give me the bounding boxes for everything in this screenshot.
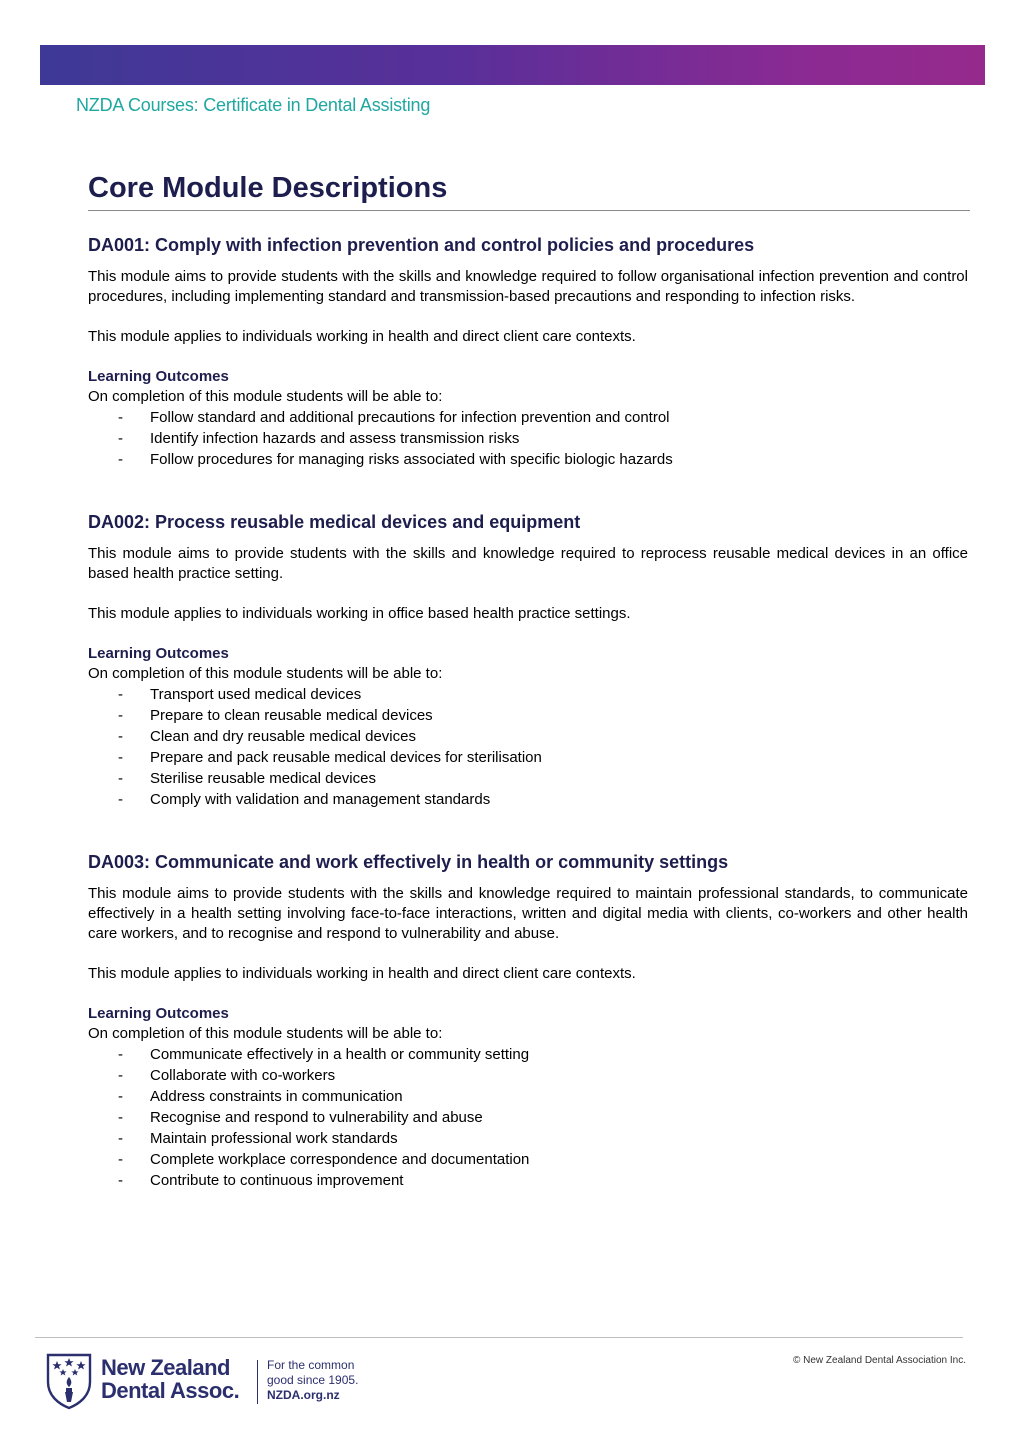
dash-bullet: -: [118, 770, 123, 787]
learning-outcomes-intro: On completion of this module students will be able to:: [88, 665, 443, 682]
learning-outcomes-heading: Learning Outcomes: [88, 368, 229, 385]
module-applicability: This module applies to individuals working in health and direct client care contexts.: [88, 328, 636, 345]
list-item: - Identify infection hazards and assess transmission risks: [118, 430, 520, 447]
module-applicability: This module applies to individuals working in office based health practice settings.: [88, 605, 631, 622]
dash-bullet: -: [118, 707, 123, 724]
module-heading: DA003: Communicate and work effectively in health or community settings: [88, 852, 729, 872]
list-item: - Prepare and pack reusable medical devices for sterilisation: [118, 749, 542, 766]
list-item: - Address constraints in communication: [118, 1088, 403, 1105]
logo-tagline: For the common good since 1905. NZDA.org.nz: [267, 1358, 359, 1402]
module-da001: [88, 233, 968, 470]
module-list: [88, 233, 968, 1191]
shield-torch-icon: [45, 1352, 93, 1410]
list-item: - Follow procedures for managing risks associated with specific biologic hazards: [118, 451, 673, 468]
list-item: - Recognise and respond to vulnerability and abuse: [118, 1109, 483, 1126]
list-item: - Communicate effectively in a health or community setting: [118, 1046, 530, 1063]
dash-bullet: -: [118, 791, 123, 808]
module-da003: [88, 850, 968, 1191]
logo-wordmark: New Zealand Dental Assoc.: [101, 1355, 240, 1403]
list-item: - Sterilise reusable medical devices: [118, 770, 376, 787]
learning-outcomes-intro: On completion of this module students will be able to:: [88, 1025, 443, 1042]
website-link[interactable]: NZDA.org.nz: [267, 1388, 340, 1402]
list-item: - Comply with validation and management standards: [118, 791, 491, 808]
footer-divider: [35, 1337, 963, 1338]
module-applicability: This module applies to individuals working in health and direct client care contexts.: [88, 965, 636, 982]
dash-bullet: -: [118, 749, 123, 766]
dash-bullet: -: [118, 1088, 123, 1105]
dash-bullet: -: [118, 1151, 123, 1168]
list-item: - Collaborate with co-workers: [118, 1067, 336, 1084]
learning-outcomes-heading: Learning Outcomes: [88, 1005, 229, 1022]
page-title: Core Module Descriptions: [88, 172, 448, 204]
title-divider: [88, 210, 970, 211]
dash-bullet: -: [118, 430, 123, 447]
module-heading: DA002: Process reusable medical devices and equipment: [88, 512, 581, 532]
copyright-notice: © New Zealand Dental Association Inc.: [792, 1355, 966, 1366]
learning-outcomes-list: [88, 684, 968, 810]
list-item: - Prepare to clean reusable medical devices: [118, 707, 433, 724]
dash-bullet: -: [118, 686, 123, 703]
dash-bullet: -: [118, 451, 123, 468]
learning-outcomes-heading: Learning Outcomes: [88, 645, 229, 662]
list-item: - Transport used medical devices: [118, 686, 362, 703]
list-item: - Follow standard and additional precautions for infection prevention and control: [118, 409, 670, 426]
dash-bullet: -: [118, 1172, 123, 1189]
dash-bullet: -: [118, 409, 123, 426]
module-heading: DA001: Comply with infection prevention and control policies and procedures: [88, 235, 755, 255]
dash-bullet: -: [118, 1109, 123, 1126]
module-description: This module aims to provide students with the skills and knowledge required to reprocess reusable medical devices in an office based health practice setting.: [88, 545, 968, 582]
header-color-bar: [40, 45, 985, 85]
course-title: NZDA Courses: Certificate in Dental Assisting: [76, 95, 431, 115]
logo-separator: [257, 1360, 258, 1404]
learning-outcomes-list: [88, 1044, 968, 1191]
list-item: - Contribute to continuous improvement: [118, 1172, 404, 1189]
list-item: - Complete workplace correspondence and documentation: [118, 1151, 530, 1168]
module-da002: [88, 510, 968, 810]
dash-bullet: -: [118, 1046, 123, 1063]
learning-outcomes-intro: On completion of this module students will be able to:: [88, 388, 443, 405]
nzda-logo: [45, 1352, 365, 1412]
dash-bullet: -: [118, 728, 123, 745]
list-item: - Clean and dry reusable medical devices: [118, 728, 416, 745]
dash-bullet: -: [118, 1130, 123, 1147]
list-item: - Maintain professional work standards: [118, 1130, 398, 1147]
learning-outcomes-list: [88, 407, 968, 470]
dash-bullet: -: [118, 1067, 123, 1084]
module-description: This module aims to provide students with the skills and knowledge required to follow organisational infection prevention and control procedures, including implementing standard and transmission-based precautions and responding to infection risks.: [88, 268, 968, 305]
module-description: This module aims to provide students with the skills and knowledge required to maintain professional standards, to communicate effectively in a health setting involving face-to-face interactions, written and digital media with clients, co-workers and other health care workers, and to recognise and respond to vulnerability and abuse.: [88, 885, 968, 942]
